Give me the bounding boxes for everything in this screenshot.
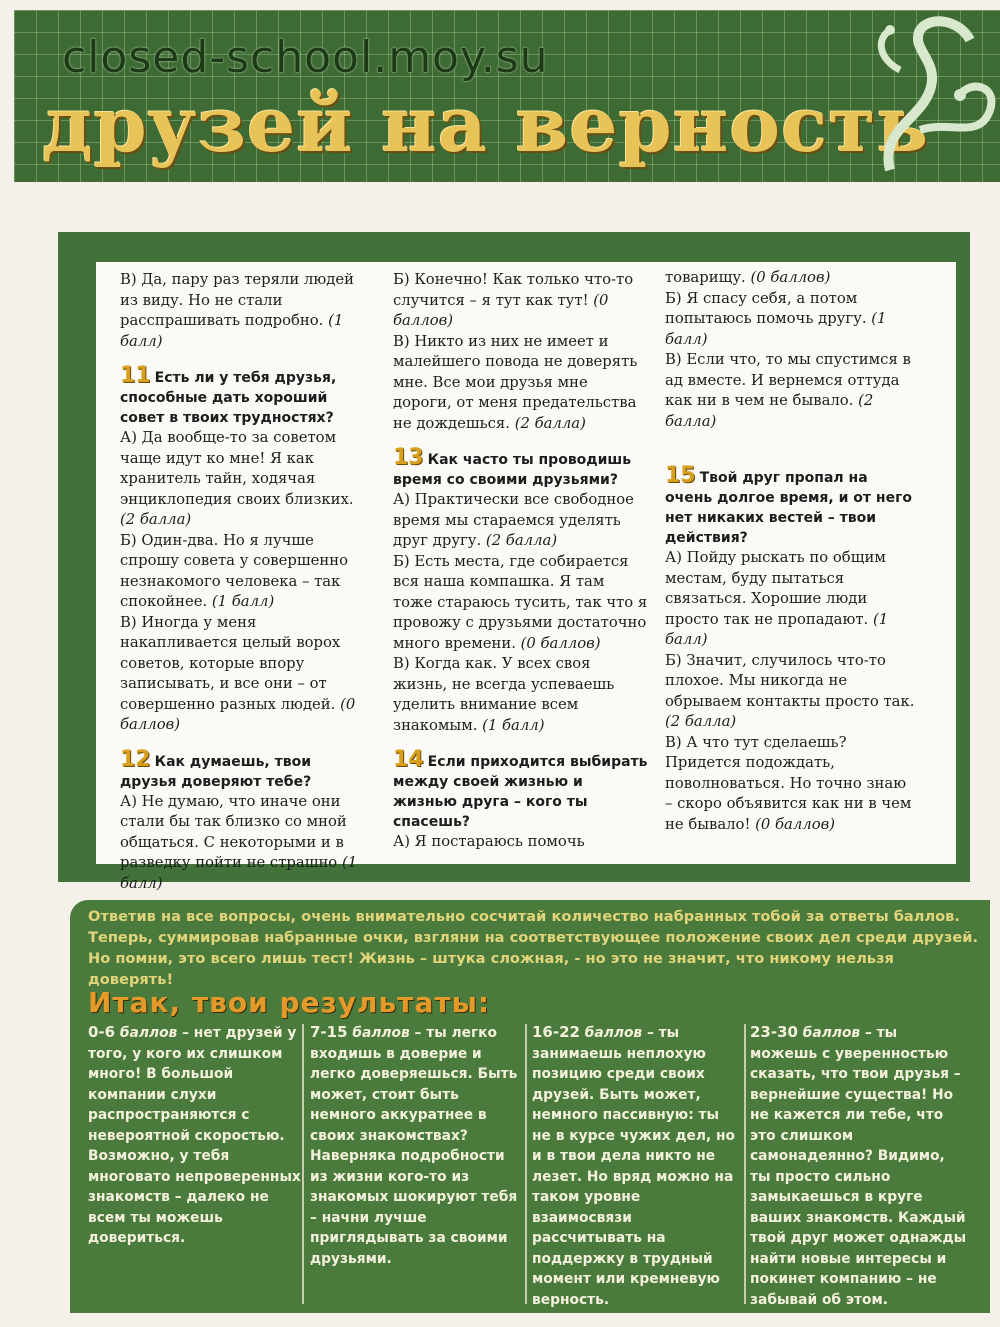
answer-option: В) Никто из них не имеет и малейшего повода не доверять мне. Все мои друзья мне дороги, от меня предательства не дождешься. (2 балла) <box>393 332 638 432</box>
questions-column-1 <box>120 270 370 894</box>
questions-column-2 <box>393 270 648 853</box>
answer-option: Б) Конечно! Как только что-то случится – я тут как тут! (0 баллов) <box>393 271 634 329</box>
answer-option: Б) Есть места, где собирается вся наша компашка. Я там тоже стараюсь тусить, так что я провожу с друзьями достаточно много времени. (0 баллов) <box>393 552 648 652</box>
results-intro: Ответив на все вопросы, очень внимательно сосчитай количество набранных тобой за ответы баллов. Теперь, суммировав набранные очки, взгляни на соответствующее положение своих дел среди друзей. Но помни, это всего лишь тест! Жизнь – штука сложная, - но это не значит, что никому нельзя доверять! <box>88 908 979 988</box>
answer-option: В) Если что, то мы спустимся в ад вместе. И вернемся оттуда как ни в чем не бывало. (2 балла) <box>665 351 911 430</box>
answer-option: А) Пойду рыскать по общим местам, буду пытаться связаться. Хорошие люди просто так не пропадают. (1 балл) <box>665 549 889 648</box>
question-12: 12 Как думаешь, твои друзья доверяют тебе? <box>120 746 312 790</box>
header-banner <box>14 10 1000 182</box>
answer-option: А) Я постараюсь помочь <box>393 833 585 850</box>
result-23-30: 23-30 баллов – ты можешь с уверенностью сказать, что твои друзья – вернейшие существа! Но не кажется ли тебе, что это слишком самонадеянно? Видимо, ты просто сильно замыкаешься в круге ваших знакомств. Каждый твой друг может однажды найти новые интересы и покинет компанию – не забывай об этом. <box>750 1023 967 1308</box>
page-title: друзей на верность <box>42 80 930 169</box>
question-13: 13 Как часто ты проводишь время со своими друзьями? <box>393 445 632 488</box>
answer-option: А) Да вообще-то за советом чаще идут ко мне! Я как хранитель тайн, ходячая энциклопедия своих близких. (2 балла) <box>120 429 354 528</box>
question-15: 15 Твой друг пропал на очень долгое время, и от него нет никаких вестей – твои действия? <box>665 463 912 546</box>
answer-option: Б) Значит, случилось что-то плохое. Мы никогда не обрываем контакты просто так. (2 балла) <box>665 651 915 730</box>
floral-ornament-icon <box>860 10 1000 182</box>
watermark: closed-school.moy.su <box>62 32 549 83</box>
answer-option: товарищу. (0 баллов) <box>665 269 831 286</box>
answer-option: В) Да, пару раз теряли людей из виду. Но не стали расспрашивать подробно. (1 балл) <box>120 271 354 350</box>
answer-option: А) Практически все свободное время мы стараемся уделять друг другу. (2 балла) <box>393 491 634 549</box>
results-heading: Итак, твои результаты: <box>88 986 491 1019</box>
divider <box>302 1024 304 1304</box>
divider <box>525 1024 527 1304</box>
question-11: 11 Есть ли у тебя друзья, способные дать хороший совет в твоих трудностях? <box>120 363 337 426</box>
answer-option: В) А что тут сделаешь? Придется подождать, поволноваться. Но точно знаю – скоро объявится как ни в чем не бывало! (0 баллов) <box>665 733 912 833</box>
answer-option: Б) Один-два. Но я лучше спрошу совета у совершенно незнакомого человека – так спокойнее. (1 балл) <box>120 531 349 610</box>
questions-column-3 <box>665 268 915 835</box>
answer-option: В) Когда как. У всех своя жизнь, не всегда успеваешь уделить внимание всем знакомым. (1 балл) <box>393 655 615 734</box>
question-14: 14 Если приходится выбирать между своей жизнью и жизнью друга – кого ты спасешь? <box>393 747 648 830</box>
result-0-6: 0-6 баллов – нет друзей у того, у кого их слишком много! В большой компании слухи распространяются с невероятной скоростью. Возможно, у тебя многовато непроверенных знакомств – далеко не всем ты можешь довериться. <box>88 1023 301 1246</box>
divider <box>744 1024 746 1304</box>
answer-option: В) Иногда у меня накапливается целый ворох советов, которые впору записывать, и все они – от совершенно разных людей. (0 баллов) <box>120 613 356 733</box>
answer-option: Б) Я спасу себя, а потом попытаюсь помочь другу. (1 балл) <box>665 289 887 348</box>
result-7-15: 7-15 баллов – ты легко входишь в доверие и легко доверяешься. Быть может, стоит быть немного аккуратнее в своих знакомствах? Наверняка подробности из жизни кого-то из знакомых шокируют тебя – начни лучше приглядывать за своими друзьями. <box>310 1023 518 1267</box>
answer-option: А) Не думаю, что иначе они стали бы так близко со мной общаться. С некоторыми и в разведку пойти не страшно (1 балл) <box>120 792 358 892</box>
result-16-22: 16-22 баллов – ты занимаешь неплохую позицию среди своих друзей. Быть может, немного пассивную: ты не в курсе чужих дел, но и в твои дела никто не лезет. Но вряд можно на таком уровне взаимосвязи рассчитывать на поддержку в трудный момент или кремневую верность. <box>532 1023 736 1308</box>
